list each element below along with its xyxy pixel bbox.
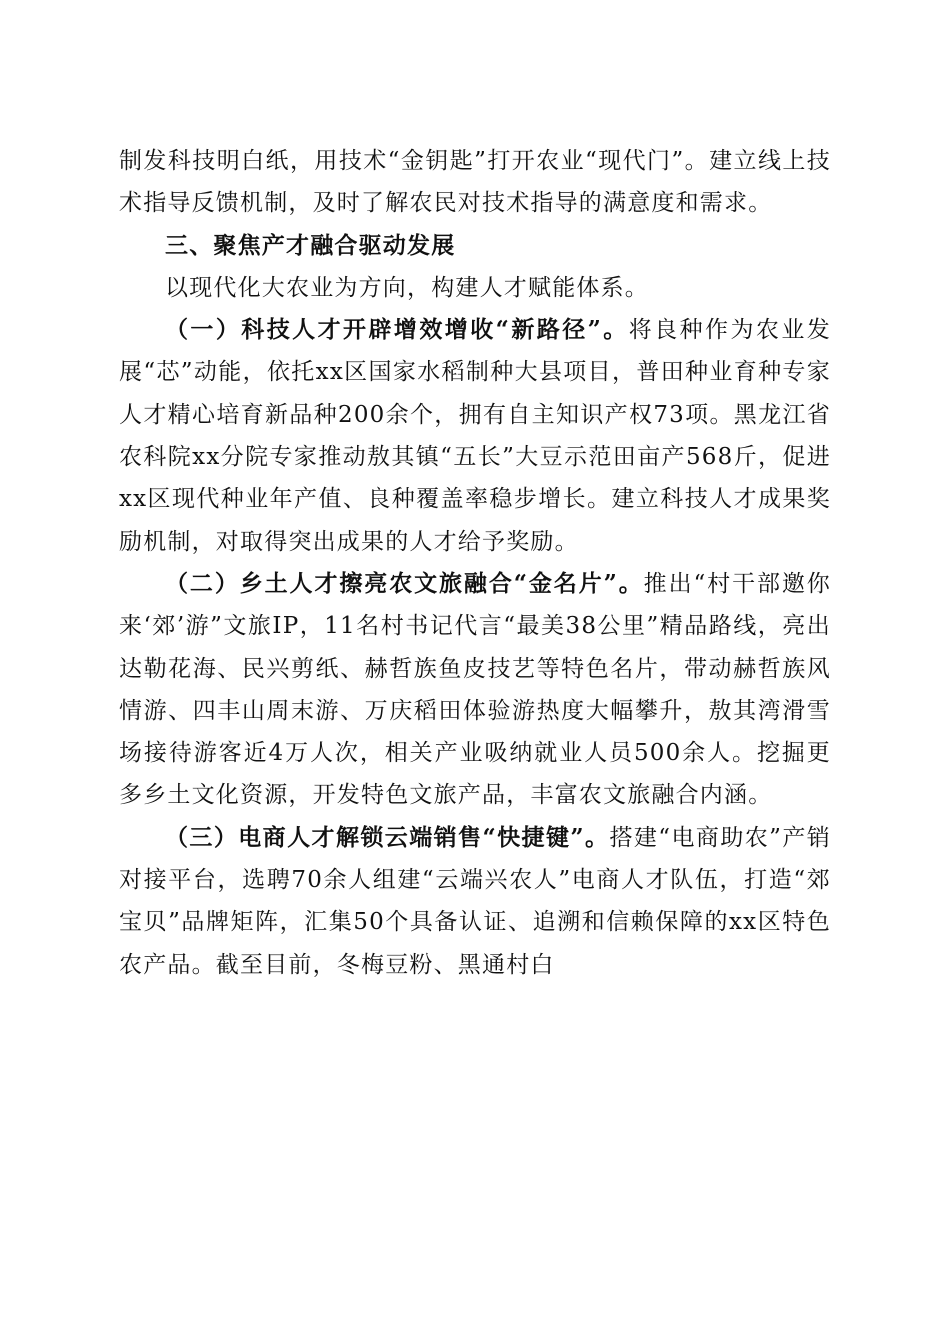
subsection-lead: （一）科技人才开辟增效增收“新路径”。 [165, 316, 629, 344]
subsection-paragraph-3 [119, 817, 831, 986]
continuation-paragraph [119, 140, 831, 225]
heading-text: 三、聚焦产才融合驱动发展 [165, 232, 456, 259]
subsection-paragraph-2 [119, 563, 831, 817]
paragraph-text: 制发科技明白纸，用技术“金钥匙”打开农业“现代门”。建立线上技术指导反馈机制，及时了解农民对技术指导的满意度和需求。 [119, 148, 831, 217]
paragraph-text: 将良种作为农业发展“芯”动能，依托xx区国家水稻制种大县项目，普田种业育种专家人才精心培育新品种200余个，拥有自主知识产权73项。黑龙江省农科院xx分院专家推动敖其镇“五长”大豆示范田亩产568斤，促进xx区现代种业年产值、良种覆盖率稳步增长。建立科技人才成果奖励机制，对取得突出成果的人才给予奖励。 [119, 317, 831, 555]
section-heading [119, 225, 831, 267]
document-body [119, 140, 831, 986]
subsection-paragraph-1 [119, 309, 831, 563]
intro-paragraph [119, 267, 831, 309]
paragraph-text: 搭建“电商助农”产销对接平台，选聘70余人组建“云端兴农人”电商人才队伍，打造“郊宝贝”品牌矩阵，汇集50个具备认证、追溯和信赖保障的xx区特色农产品。截至目前，冬梅豆粉、黑通村白 [119, 824, 831, 978]
paragraph-text: 推出“村干部邀你来‘郊’游”文旅IP，11名村书记代言“最美38公里”精品路线，亮出达勒花海、民兴剪纸、赫哲族鱼皮技艺等特色名片，带动赫哲族风情游、四丰山周末游、万庆稻田体验游热度大幅攀升，敖其湾滑雪场接待游客近4万人次，相关产业吸纳就业人员500余人。挖掘更多乡土文化资源，开发特色文旅产品，丰富农文旅融合内涵。 [119, 570, 832, 809]
paragraph-text: 以现代化大农业为方向，构建人才赋能体系。 [165, 274, 649, 301]
subsection-lead: （二）乡土人才擦亮农文旅融合“金名片”。 [165, 569, 644, 597]
subsection-lead: （三）电商人才解锁云端销售“快捷键”。 [165, 823, 610, 851]
